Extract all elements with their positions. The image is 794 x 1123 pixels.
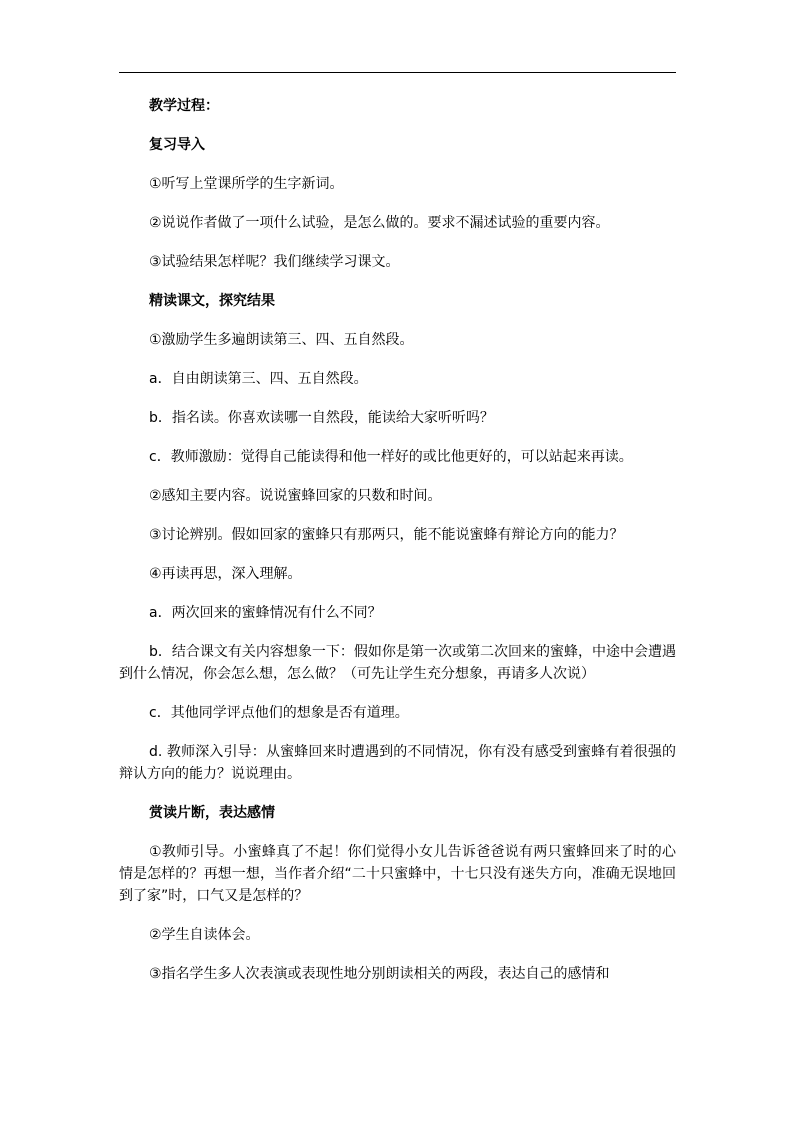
section-heading-appreciative-reading: 赏读片断，表达感情 xyxy=(149,805,275,821)
paragraph: ①激励学生多遍朗读第三、四、五自然段。 xyxy=(149,332,414,348)
paragraph: c．其他同学评点他们的想象是否有道理。 xyxy=(149,705,409,721)
paragraph: ②学生自读体会。 xyxy=(149,927,260,943)
paragraph: c．教师激励：觉得自己能读得和他一样好的或比他更好的，可以站起来再读。 xyxy=(149,449,633,465)
paragraph: ④再读再思，深入理解。 xyxy=(149,566,302,582)
document-body xyxy=(119,95,676,985)
paragraph: ③试验结果怎样呢？我们继续学习课文。 xyxy=(149,254,400,270)
header-rule xyxy=(119,72,676,73)
paragraph: ①听写上堂课所学的生字新词。 xyxy=(149,176,344,192)
section-heading-review: 复习导入 xyxy=(149,137,205,153)
paragraph: b．结合课文有关内容想象一下：假如你是第一次或第二次回来的蜜蜂，中途中会遭遇到什么情况，你会怎么想，怎么做？（可先让学生充分想象，再请多人次说） xyxy=(119,644,676,682)
paragraph: ②说说作者做了一项什么试验，是怎么做的。要求不漏述试验的重要内容。 xyxy=(149,215,610,231)
paragraph: ②感知主要内容。说说蜜蜂回家的只数和时间。 xyxy=(149,488,442,504)
paragraph: a．两次回来的蜜蜂情况有什么不同？ xyxy=(149,605,382,621)
section-heading-teaching-process: 教学过程： xyxy=(149,98,219,114)
section-heading-close-reading: 精读课文，探究结果 xyxy=(149,293,275,309)
paragraph: a．自由朗读第三、四、五自然段。 xyxy=(149,371,368,387)
paragraph: ③指名学生多人次表演或表现性地分别朗读相关的两段，表达自己的感情和 xyxy=(149,966,610,982)
paragraph: ①教师引导。小蜜蜂真了不起！你们觉得小女儿告诉爸爸说有两只蜜蜂回来了时的心情是怎样的？再想一想，当作者介绍“二十只蜜蜂中，十七只没有迷失方向，准确无误地回到了家”时，口气又是怎样的？ xyxy=(119,844,676,904)
paragraph: ③讨论辨别。假如回家的蜜蜂只有那两只，能不能说蜜蜂有辩论方向的能力？ xyxy=(149,527,624,543)
paragraph: b．指名读。你喜欢读哪一自然段，能读给大家听听吗？ xyxy=(149,410,494,426)
paragraph: d. 教师深入引导：从蜜蜂回来时遭遇到的不同情况，你有没有感受到蜜蜂有着很强的辩认方向的能力？说说理由。 xyxy=(119,744,676,782)
